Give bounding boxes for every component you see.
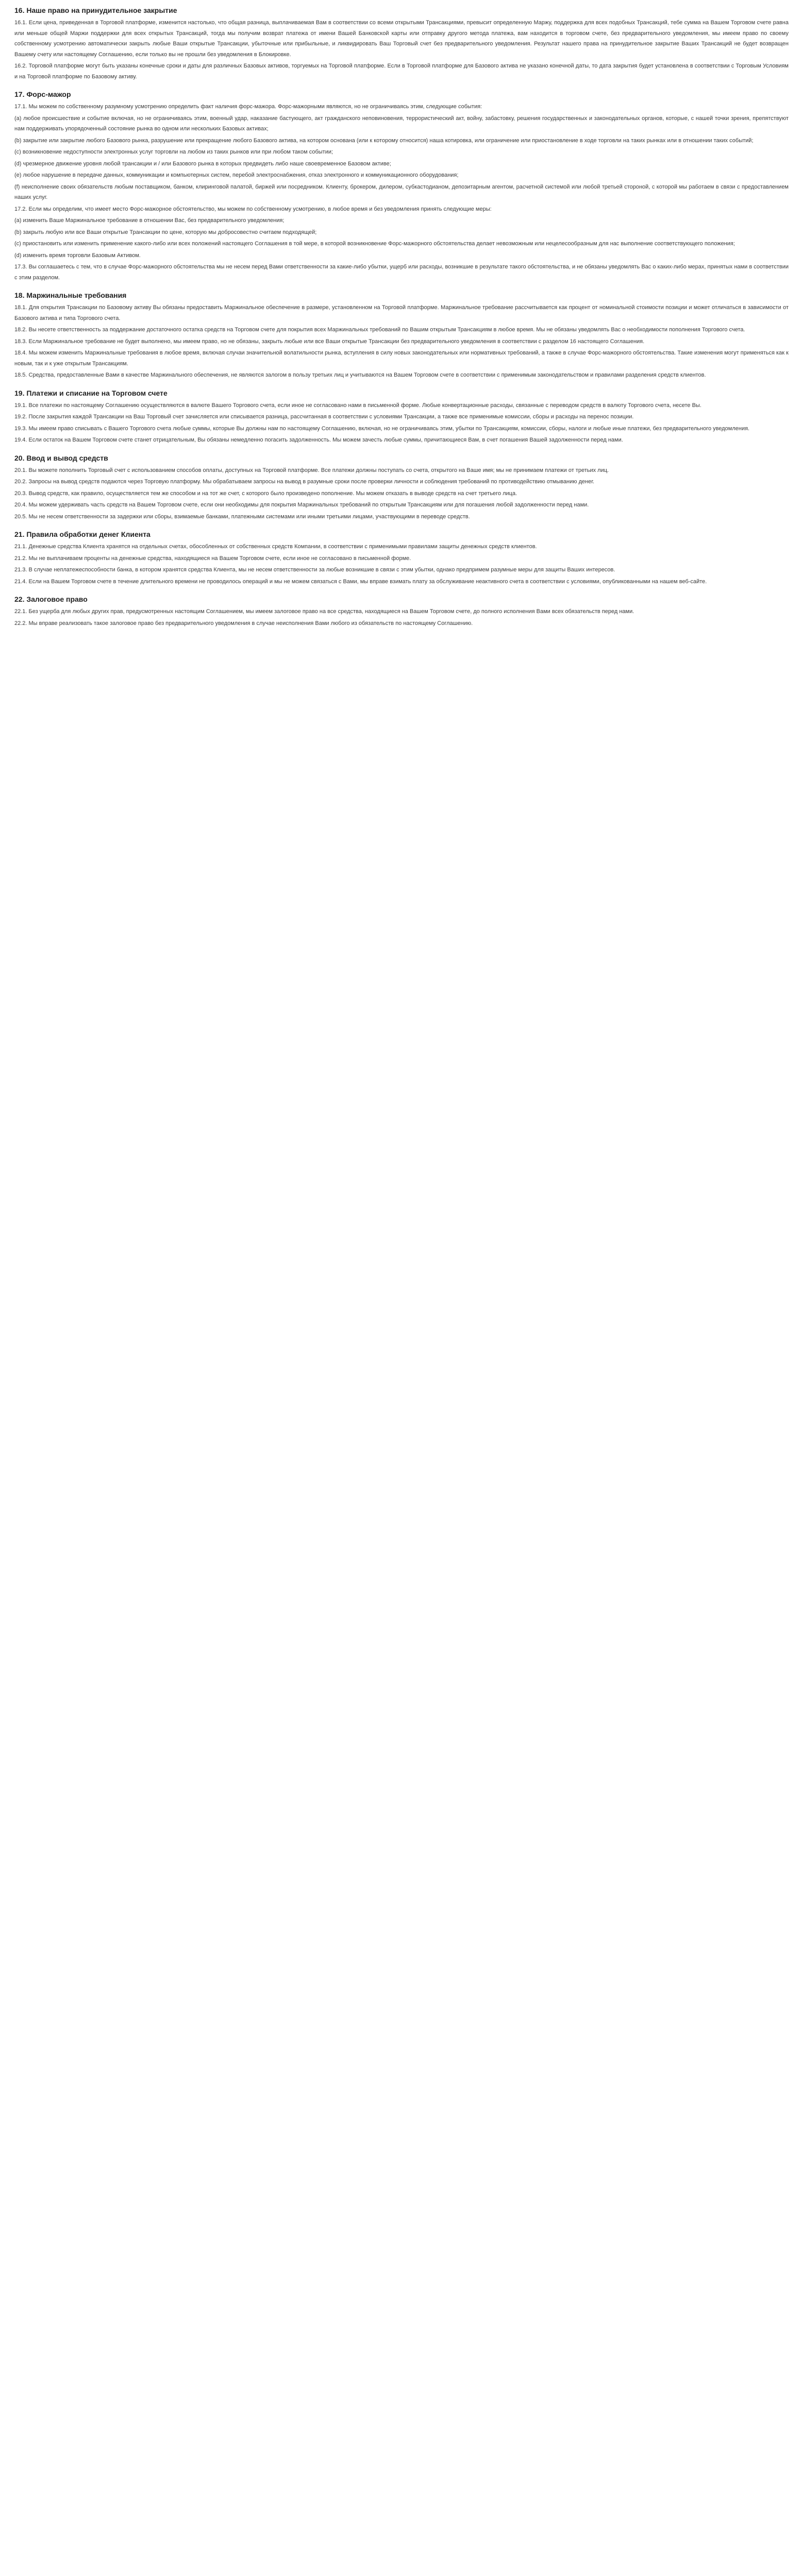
paragraph: 22.1. Без ущерба для любых других прав, предусмотренных настоящим Соглашением, мы имеем залоговое право на все средства, находящиеся на Вашем Торговом счете, до полного исполнения Вами всех обязательств перед нами. (14, 608, 634, 615)
paragraph: (a) изменить Ваше Маржинальное требование в отношении Вас, без предварительного уведомления; (14, 217, 285, 224)
paragraph: (d) чрезмерное движение уровня любой трансакции и / или Базового рынка в которых предвидеть либо наше своевременное Базовом активе; (14, 160, 391, 167)
paragraph: (c) возникновение недоступности электронных услуг торговли на любом из таких рынков или при любом таком событии; (14, 149, 333, 155)
paragraph: (b) закрыть любую или все Ваши открытые Трансакции по цене, которую мы добросовестно считаем подходящей; (14, 229, 317, 235)
paragraph: 18.4. Мы можем изменить Маржинальные требования в любое время, включая случаи значительной волатильности рынка, вступления в силу новых законодательных или нормативных требований, а также в случае Форс-мажорного обстоятельства. Такие изменения могут применяться как к новым, так и к уже открытым Трансакциям. (14, 350, 789, 367)
paragraph: (e) любое нарушение в передаче данных, коммуникации и компьютерных систем, перебой электроснабжения, отказ электронного и коммуникационного оборудования; (14, 172, 459, 178)
paragraph: (a) любое происшествие и событие включая, но не ограничиваясь этим, военный удар, наказание бастующего, акт гражданского неповиновения, террористический акт, войну, забастовку, решения государственных и законодательных органов, которые, с нашей точки зрения, препятствуют нам поддерживать упорядоченный состояние рынка во одном или нескольких Базовых активах; (14, 115, 789, 132)
paragraph: 18.3. Если Маржинальное требование не будет выполнено, мы имеем право, но не обязаны, закрыть любые или все Ваши открытые Трансакции без предварительного уведомления в соответствии с разделом 16 настоящего Соглашения. (14, 338, 645, 345)
paragraph: (c) приостановить или изменить применение какого-либо или всех положений настоящего Соглашения в той мере, в которой возникновение Форс-мажорного обстоятельства делает невозможным или нецелесообразным для нас выполнение соответствующего положения; (14, 241, 735, 247)
paragraph: 16.2. Торговой платформе могут быть указаны конечные сроки и даты для различных Базовых активов, торгуемых на Торговой платформе. Если в Торговой платформе для Базового актива не указано конечной даты, то дата закрытия будет установлена в соответствии с Торговым Условиям и на Торговой платформе по Базовому активу. (14, 63, 789, 80)
paragraph: (b) закрытие или закрытие любого Базового рынка, разрушение или прекращение любого Базового актива, на котором основана (или к которому относится) наша котировка, или ограничение или приостановление в ходе торговли на таких рынках или в отношении таких событий; (14, 137, 754, 144)
paragraph: 20.2. Запросы на вывод средств подаются через Торговую платформу. Мы обрабатываем запросы на вывод в разумные сроки после проверки личности и соблюдения требований по противодействию отмыванию денег. (14, 479, 595, 485)
paragraph: 21.3. В случае неплатежеспособности банка, в котором хранятся средства Клиента, мы не несем ответственности за любые возникшие в связи с этим убытки, однако предпримем разумные меры для защиты Ваших интересов. (14, 567, 615, 573)
paragraph: 19.2. После закрытия каждой Трансакции на Ваш Торговый счет зачисляется или списывается разница, рассчитанная в соответствии с условиями Трансакции, а также все применимые комиссии, сборы и расходы на перенос позиции. (14, 414, 634, 420)
paragraph: 20.3. Вывод средств, как правило, осуществляется тем же способом и на тот же счет, с которого было произведено пополнение. Мы можем отказать в выводе средств на счет третьего лица. (14, 490, 517, 497)
paragraph: 20.5. Мы не несем ответственности за задержки или сборы, взимаемые банками, платежными системами или иными третьими лицами, участвующими в переводе средств. (14, 513, 470, 520)
paragraph: 18.2. Вы несете ответственность за поддержание достаточного остатка средств на Торговом счете для покрытия всех Маржинальных требований по Вашим открытым Трансакциям в любое время. Мы не обязаны уведомлять Вас о необходимости пополнения Торгового счета. (14, 327, 745, 333)
section-title: 19. Платежи и списание на Торговом счете (14, 388, 168, 397)
paragraph: 19.1. Все платежи по настоящему Соглашению осуществляются в валюте Вашего Торгового счета, если иное не согласовано нами в письменной форме. Любые конвертационные расходы, связанные с переводом средств в валюту Торгового счета, несете Вы. (14, 402, 701, 409)
section-title: 16. Наше право на принудительное закрытие (14, 6, 177, 14)
paragraph: 19.3. Мы имеем право списывать с Вашего Торгового счета любые суммы, которые Вы должны нам по настоящему Соглашению, включая, но не ограничиваясь этим, убытки по Трансакциям, комиссии, сборы, налоги и любые иные платежи, без предварительного уведомления. (14, 425, 750, 432)
paragraph: 17.1. Мы можем по собственному разумному усмотрению определить факт наличия форс-мажора. Форс-мажорными являются, но не ограничиваясь этим, следующие события: (14, 104, 482, 110)
paragraph: 20.1. Вы можете пополнить Торговый счет с использованием способов оплаты, доступных на Торговой платформе. Все платежи должны поступать со счета, открытого на Ваше имя; мы не принимаем платежи от третьих лиц. (14, 467, 609, 473)
section-title: 21. Правила обработки денег Клиента (14, 530, 150, 538)
section-title: 18. Маржинальные требования (14, 291, 127, 299)
paragraph: 18.5. Средства, предоставленные Вами в качестве Маржинального обеспечения, не являются залогом в пользу третьих лиц и учитываются на Вашем Торговом счете в соответствии с применимым законодательством и правилами разделения средств клиентов. (14, 372, 706, 378)
paragraph: 16.1. Если цена, приведенная в Торговой платформе, изменится настолько, что общая разница, выплачиваемая Вам в соответствии со всеми открытыми Трансакциями, превысит определенную Маржу, поддержка для всех подобных Трансакций, тебе сумма на Вашем Торговом счете равна или меньше общей Маржи поддержки для всех открытых Трансакций, тогда мы получим возврат платежа от имени Вашей Банковской карты или отправку другого метода платежа, вам находится в торговом счете, без предварительного уведомления, мы имеем право по своему собственному усмотрению автоматически закрыть любые Ваши открытые Трансакции, убыточные или прибыльные, и ликвидировать Ваш Торговый счет без предварительного уведомления. Результат нашего права на принудительное закрытие Ваших Трансакций не будет возвращен Вашему счету или настоящему Соглашению, если только вы не прошли без уведомления в Блокировке. (14, 20, 789, 58)
paragraph: 21.2. Мы не выплачиваем проценты на денежные средства, находящиеся на Вашем Торговом счете, если иное не согласовано в письменной форме. (14, 555, 411, 562)
section-title: 17. Форс-мажор (14, 90, 71, 98)
section-title: 22. Залоговое право (14, 595, 88, 603)
paragraph: 20.4. Мы можем удерживать часть средств на Вашем Торговом счете, если они необходимы для покрытия Маржинальных требований по открытым Трансакциям или для погашения любой задолженности перед нами. (14, 502, 589, 508)
paragraph: 18.1. Для открытия Трансакции по Базовому активу Вы обязаны предоставить Маржинальное обеспечение в размере, установленном на Торговой платформе. Маржинальное требование рассчитывается как процент от номинальной стоимости позиции и может отличаться в зависимости от Базового актива и типа Торгового счета. (14, 304, 789, 321)
paragraph: 21.4. Если на Вашем Торговом счете в течение длительного времени не проводилось операций и мы не можем связаться с Вами, мы вправе взимать плату за обслуживание неактивного счета в соответствии с условиями, опубликованными на нашем веб-сайте. (14, 578, 707, 585)
paragraph: 22.2. Мы вправе реализовать такое залоговое право без предварительного уведомления в случае неисполнения Вами любого из обязательств по настоящему Соглашению. (14, 620, 473, 626)
paragraph: 17.3. Вы соглашаетесь с тем, что в случае Форс-мажорного обстоятельства мы не несем перед Вами ответственности за какие-либо убытки, ущерб или расходы, возникшие в результате такого обстоятельства, и не обязаны уведомлять Вас о каких-либо мерах, принятых нами в соответствии с этим разделом. (14, 264, 789, 281)
paragraph: (f) неисполнение своих обязательств любым поставщиком, банком, клиринговой палатой, биржей или посредником. Клиенту, брокером, дилером, субкастодианом, депозитарным агентом, расчетной системой или любой третьей стороной, с которой мы работаем в связи с предоставлением наших услуг. (14, 183, 789, 200)
paragraph: 17.2. Если мы определим, что имеет место Форс-мажорное обстоятельство, мы можем по собственному усмотрению, в любое время и без уведомления принять следующие меры: (14, 206, 492, 212)
paragraph: (d) изменить время торговли Базовым Активом. (14, 252, 141, 259)
paragraph: 21.1. Денежные средства Клиента хранятся на отдельных счетах, обособленных от собственных средств Компании, в соответствии с применимыми правилами защиты денежных средств клиентов. (14, 544, 537, 550)
paragraph: 19.4. Если остаток на Вашем Торговом счете станет отрицательным, Вы обязаны немедленно погасить задолженность. Мы можем зачесть любые суммы, причитающиеся Вам, в счет погашения Вашей задолженности перед нами. (14, 437, 623, 443)
document-page (0, 0, 803, 650)
section-title: 20. Ввод и вывод средств (14, 453, 108, 462)
